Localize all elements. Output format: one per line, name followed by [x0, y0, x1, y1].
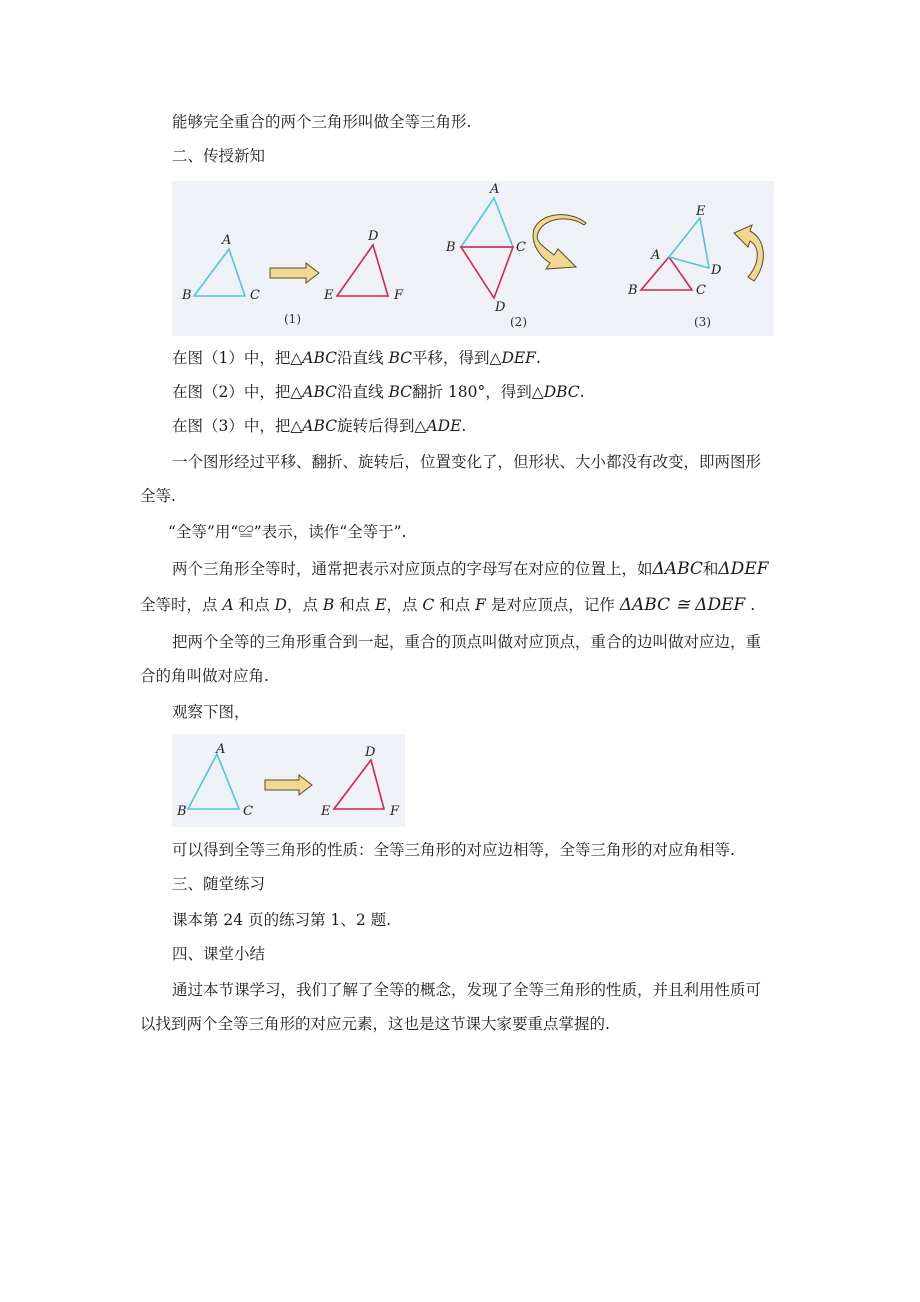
- definition-paragraph: 能够完全重合的两个三角形叫做全等三角形.: [172, 113, 472, 131]
- right-arrow-icon: [270, 263, 319, 283]
- transform-figure: [172, 181, 774, 336]
- property-paragraph: 可以得到全等三角形的性质：全等三角形的对应边相等，全等三角形的对应角相等.: [172, 841, 735, 859]
- label-d: D: [368, 229, 379, 244]
- label-e: E: [696, 204, 706, 219]
- label-b: B: [182, 288, 192, 303]
- figure-2: [445, 182, 586, 329]
- label-d: D: [711, 263, 722, 278]
- label-f: F: [390, 804, 400, 819]
- label-c: C: [696, 283, 706, 298]
- translation-figure-svg: [172, 734, 405, 827]
- label-e: E: [321, 804, 331, 819]
- label-f: F: [394, 288, 404, 303]
- caption-2: (2): [510, 315, 527, 329]
- overlap-paragraph-line-1: 把两个全等的三角形重合到一起，重合的顶点叫做对应顶点，重合的边叫做对应边，重: [172, 633, 762, 651]
- label-c: C: [516, 240, 526, 255]
- triangle-dbc-red: [461, 247, 513, 298]
- label-c: C: [243, 804, 253, 819]
- label-b: B: [628, 283, 638, 298]
- curved-arrow-icon: [734, 225, 763, 281]
- transform-figure-svg: [172, 181, 774, 336]
- observe-paragraph: 观察下图，: [172, 703, 250, 721]
- change-paragraph-line-2: 全等.: [140, 487, 176, 505]
- triangle-def-red: [334, 760, 384, 809]
- symbol-paragraph: “全等”用“≌”表示，读作“全等于”.: [168, 523, 407, 541]
- label-b: B: [446, 240, 456, 255]
- translation-figure: [172, 734, 405, 827]
- correspondence-paragraph-line-2: 全等时，点 A 和点 D，点 B 和点 E，点 C 和点 F 是对应顶点，记作 ΔABC ≅ ΔDEF .: [140, 595, 756, 615]
- summary-paragraph-line-2: 以找到两个全等三角形的对应元素，这也是这节课大家要重点掌握的.: [140, 1015, 610, 1033]
- triangle-ade-blue: [669, 218, 709, 268]
- label-a: A: [216, 742, 226, 757]
- label-d: D: [495, 300, 506, 315]
- caption-3: (3): [694, 315, 711, 329]
- label-a: A: [490, 182, 500, 197]
- section-heading-4: 四、课堂小结: [172, 945, 266, 963]
- figure-1-description: 在图（1）中，把△ABC沿直线 BC平移，得到△DEF.: [172, 349, 541, 367]
- label-d: D: [365, 745, 376, 760]
- right-arrow-icon: [265, 775, 312, 795]
- figure-1: [181, 229, 404, 326]
- caption-1: (1): [284, 312, 301, 326]
- figure-2-description: 在图（2）中，把△ABC沿直线 BC翻折 180°，得到△DBC.: [172, 383, 585, 401]
- triangle-abc-blue: [461, 198, 513, 247]
- triangle-abc-blue: [194, 249, 245, 296]
- correspondence-paragraph-line-1: 两个三角形全等时，通常把表示对应顶点的字母写在对应的位置上，如ΔABC和ΔDEF: [172, 559, 769, 579]
- label-a: A: [651, 248, 661, 263]
- figure-3: [627, 204, 763, 329]
- curved-arrow-icon: [533, 215, 586, 269]
- section-heading-3: 三、随堂练习: [172, 875, 266, 893]
- section-heading-2: 二、传授新知: [172, 147, 266, 165]
- figure-3-description: 在图（3）中，把△ABC旋转后得到△ADE.: [172, 417, 467, 435]
- change-paragraph-line-1: 一个图形经过平移、翻折、旋转后，位置变化了，但形状、大小都没有改变，即两图形: [172, 453, 762, 471]
- overlap-paragraph-line-2: 合的角叫做对应角.: [140, 667, 269, 685]
- label-c: C: [250, 288, 260, 303]
- label-e: E: [324, 288, 334, 303]
- label-a: A: [222, 233, 232, 248]
- triangle-def-red: [337, 245, 388, 296]
- label-b: B: [177, 804, 187, 819]
- triangle-abc-blue: [188, 754, 239, 809]
- exercise-paragraph: 课本第 24 页的练习第 1、2 题.: [172, 911, 392, 929]
- summary-paragraph-line-1: 通过本节课学习，我们了解了全等的概念，发现了全等三角形的性质，并且利用性质可: [172, 981, 762, 999]
